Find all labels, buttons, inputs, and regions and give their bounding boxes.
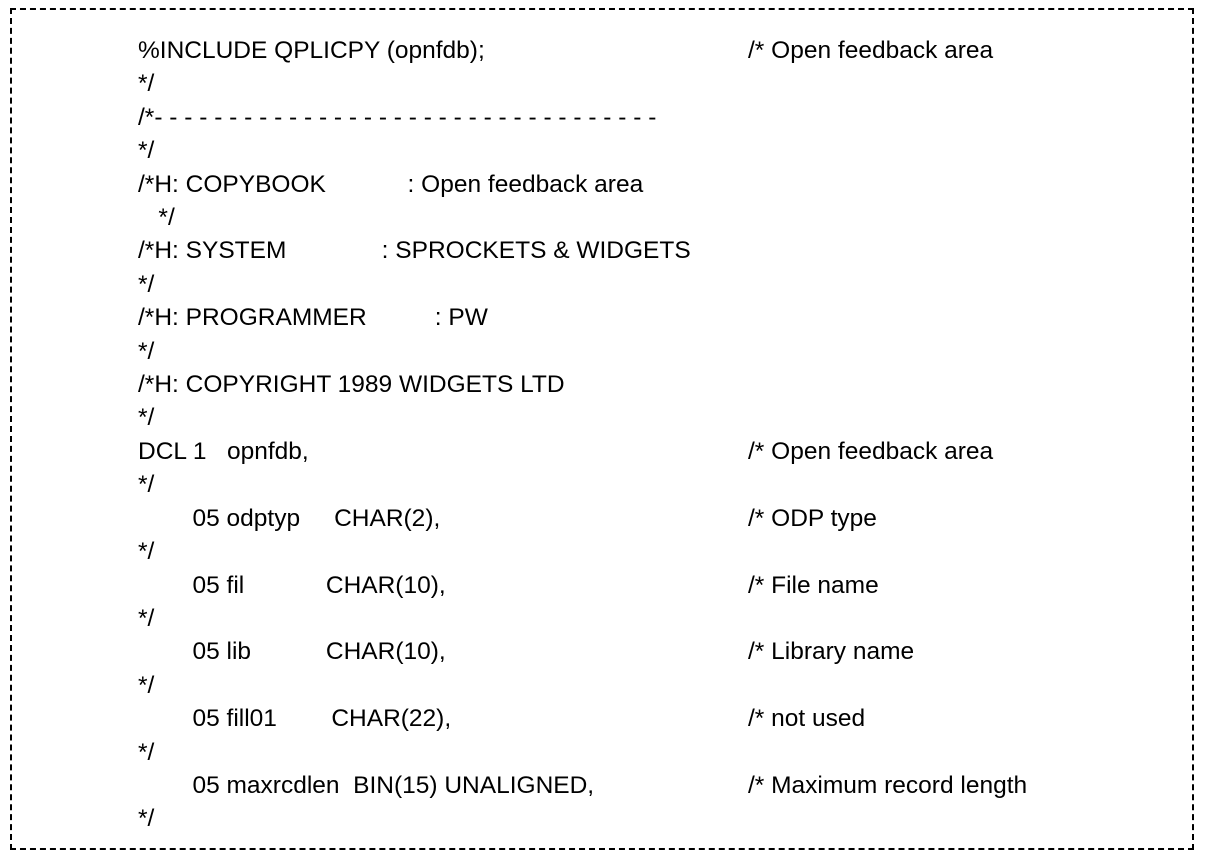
code-line bbox=[138, 535, 1184, 568]
code-text: */ bbox=[138, 270, 155, 298]
comment-text: /* Maximum record length bbox=[748, 771, 1028, 799]
code-text: /*H: SYSTEM : SPROCKETS & WIDGETS bbox=[138, 237, 691, 265]
code-text: /*- - - - - - - - - - - - - - - - - - - - - - - - - - - - - - - - - - bbox=[138, 103, 657, 131]
code-line bbox=[138, 736, 1184, 769]
code-listing bbox=[138, 34, 1184, 842]
code-text: */ bbox=[138, 538, 155, 566]
code-text: 05 lib CHAR(10), bbox=[138, 638, 446, 666]
code-line bbox=[138, 201, 1184, 234]
code-listing-frame bbox=[10, 8, 1194, 850]
code-line bbox=[138, 168, 1184, 201]
code-text: */ bbox=[138, 70, 155, 98]
code-text: */ bbox=[138, 137, 155, 165]
code-text: 05 odptyp CHAR(2), bbox=[138, 504, 441, 532]
comment-text: /* not used bbox=[748, 705, 866, 733]
code-text: /*H: COPYRIGHT 1989 WIDGETS LTD bbox=[138, 371, 565, 399]
code-line bbox=[138, 435, 1184, 468]
code-line bbox=[138, 401, 1184, 434]
comment-text: /* ODP type bbox=[748, 504, 877, 532]
code-text: %INCLUDE QPLICPY (opnfdb); bbox=[138, 37, 485, 64]
code-line-separator bbox=[138, 101, 1184, 134]
code-text: */ bbox=[138, 738, 155, 766]
code-line bbox=[138, 234, 1184, 267]
code-text: DCL 1 opnfdb, bbox=[138, 437, 309, 465]
comment-text: /* File name bbox=[748, 571, 879, 599]
code-line bbox=[138, 702, 1184, 735]
code-line bbox=[138, 468, 1184, 501]
code-text: 05 fil CHAR(10), bbox=[138, 571, 446, 599]
code-text: 05 fill01 CHAR(22), bbox=[138, 705, 452, 733]
code-text: */ bbox=[138, 471, 155, 499]
code-line bbox=[138, 335, 1184, 368]
code-line bbox=[138, 769, 1184, 802]
code-text: */ bbox=[138, 204, 175, 232]
code-line bbox=[138, 134, 1184, 167]
code-text: */ bbox=[138, 671, 155, 699]
code-text: 05 maxrcdlen BIN(15) UNALIGNED, bbox=[138, 771, 595, 799]
code-line bbox=[138, 34, 1184, 67]
code-line bbox=[138, 301, 1184, 334]
comment-text: /* Open feedback area bbox=[748, 437, 994, 465]
code-text: /*H: PROGRAMMER : PW bbox=[138, 304, 488, 332]
code-line bbox=[138, 268, 1184, 301]
code-text: */ bbox=[138, 337, 155, 365]
code-line bbox=[138, 802, 1184, 835]
code-text: */ bbox=[138, 805, 155, 833]
comment-text: /* Library name bbox=[748, 638, 915, 666]
code-line bbox=[138, 635, 1184, 668]
code-line bbox=[138, 669, 1184, 702]
code-line bbox=[138, 502, 1184, 535]
code-line bbox=[138, 67, 1184, 100]
comment-text: /* Open feedback area bbox=[748, 37, 994, 64]
code-text: /*H: COPYBOOK : Open feedback area bbox=[138, 170, 644, 198]
code-line bbox=[138, 569, 1184, 602]
code-text: */ bbox=[138, 404, 155, 432]
code-line bbox=[138, 602, 1184, 635]
code-text: */ bbox=[138, 604, 155, 632]
code-line bbox=[138, 368, 1184, 401]
